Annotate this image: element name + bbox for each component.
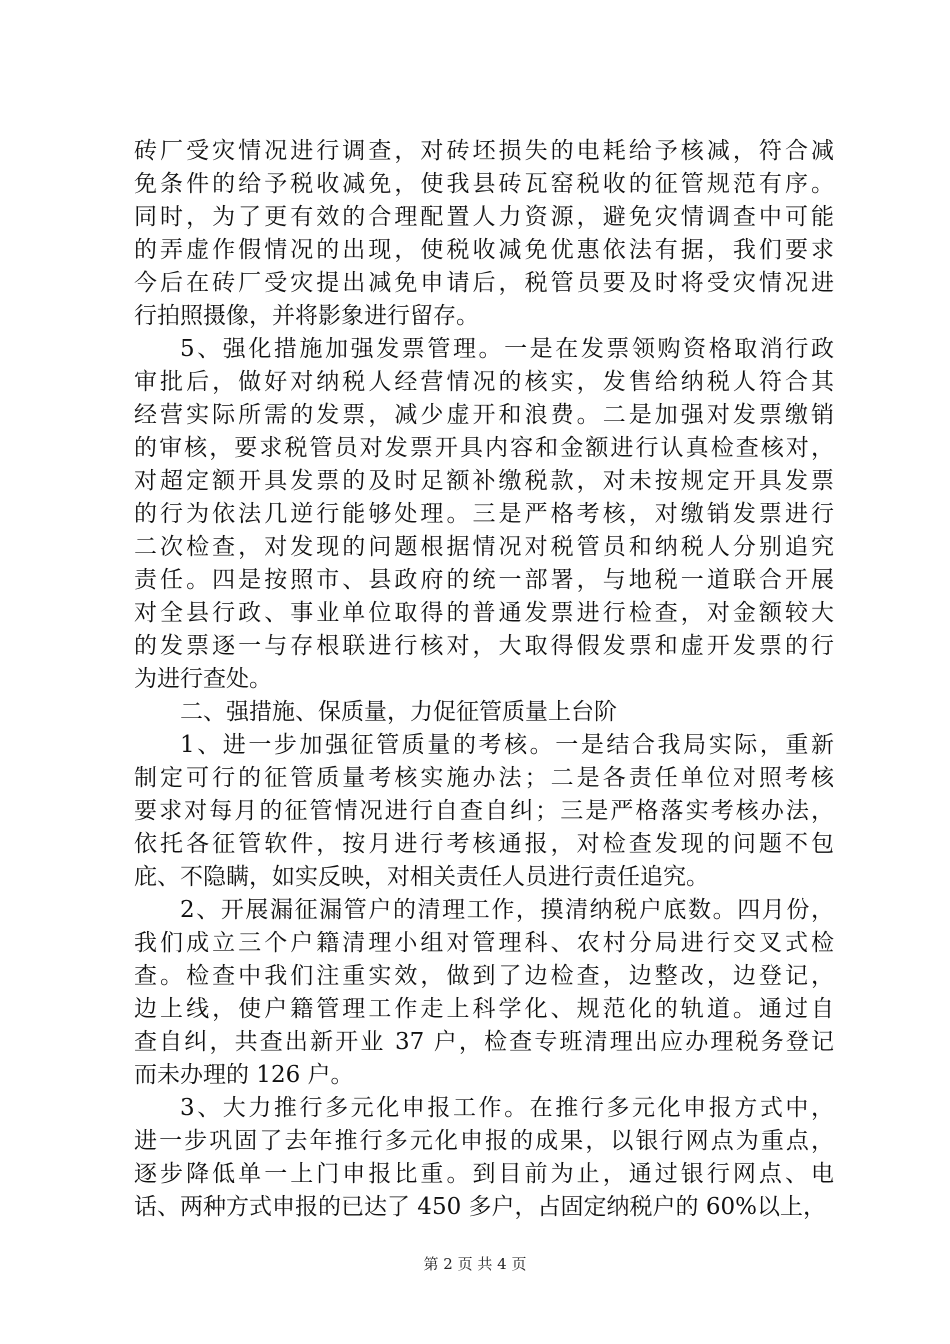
section-heading: 二、强措施、保质量，力促征管质量上台阶 — [180, 699, 617, 725]
text-line: 今后在砖厂受灾提出减免申请后，税管员要及时将受灾情况进 — [134, 270, 834, 296]
text-line: 话、两种方式申报的已达了 450 多户，占固定纳税户的 60%以上， — [134, 1194, 826, 1220]
text-line: 边上线，使户籍管理工作走上科学化、规范化的轨道。通过自 — [134, 996, 834, 1022]
text-line: 依托各征管软件，按月进行考核通报，对检查发现的问题不包 — [134, 831, 834, 857]
text-line: 为进行查处。 — [134, 666, 272, 692]
text-line: 同时，为了更有效的合理配置人力资源，避免灾情调查中可能 — [134, 204, 834, 230]
text-line: 制定可行的征管质量考核实施办法；二是各责任单位对照考核 — [134, 765, 834, 791]
paragraph-start-line: 1、进一步加强征管质量的考核。一是结合我局实际，重新 — [180, 732, 834, 758]
text-line: 审批后，做好对纳税人经营情况的核实，发售给纳税人符合其 — [134, 369, 834, 395]
paragraph-start-line: 5、强化措施加强发票管理。一是在发票领购资格取消行政 — [180, 336, 834, 362]
page-footer: 第 2 页 共 4 页 — [423, 1255, 527, 1273]
text-line: 查。检查中我们注重实效，做到了边检查，边整改，边登记， — [134, 963, 834, 989]
text-line: 我们成立三个户籍清理小组对管理科、农村分局进行交叉式检 — [134, 930, 834, 956]
text-line: 对全县行政、事业单位取得的普通发票进行检查，对金额较大 — [134, 600, 834, 626]
text-line: 责任。四是按照市、县政府的统一部署，与地税一道联合开展 — [134, 567, 834, 593]
text-line: 的审核，要求税管员对发票开具内容和金额进行认真检查核对， — [134, 435, 834, 461]
text-line: 对超定额开具发票的及时足额补缴税款，对未按规定开具发票 — [134, 468, 834, 494]
text-line: 进一步巩固了去年推行多元化申报的成果，以银行网点为重点， — [134, 1128, 834, 1154]
paragraph-start-line: 3、大力推行多元化申报工作。在推行多元化申报方式中， — [180, 1095, 834, 1121]
text-line: 砖厂受灾情况进行调查，对砖坯损失的电耗给予核减，符合减 — [134, 138, 834, 164]
text-line: 查自纠，共查出新开业 37 户，检查专班清理出应办理税务登记 — [134, 1029, 834, 1055]
text-line: 的行为依法几逆行能够处理。三是严格考核，对缴销发票进行 — [134, 501, 834, 527]
text-line: 经营实际所需的发票，减少虚开和浪费。二是加强对发票缴销 — [134, 402, 834, 428]
text-line: 要求对每月的征管情况进行自查自纠；三是严格落实考核办法， — [134, 798, 834, 824]
paragraph-start-line: 2、开展漏征漏管户的清理工作，摸清纳税户底数。四月份， — [180, 897, 834, 923]
text-line: 行拍照摄像，并将影象进行留存。 — [134, 303, 479, 329]
text-line: 二次检查，对发现的问题根据情况对税管员和纳税人分别追究 — [134, 534, 834, 560]
text-line: 逐步降低单一上门申报比重。到目前为止，通过银行网点、电 — [134, 1161, 834, 1187]
text-line: 而未办理的 126 户。 — [134, 1062, 354, 1088]
text-line: 免条件的给予税收减免，使我县砖瓦窑税收的征管规范有序。 — [134, 171, 834, 197]
text-line: 的发票逐一与存根联进行核对，大取得假发票和虚开发票的行 — [134, 633, 834, 659]
text-line: 庇、不隐瞒，如实反映，对相关责任人员进行责任追究。 — [134, 864, 709, 890]
text-line: 的弄虚作假情况的出现，使税收减免优惠依法有据，我们要求 — [134, 237, 834, 263]
